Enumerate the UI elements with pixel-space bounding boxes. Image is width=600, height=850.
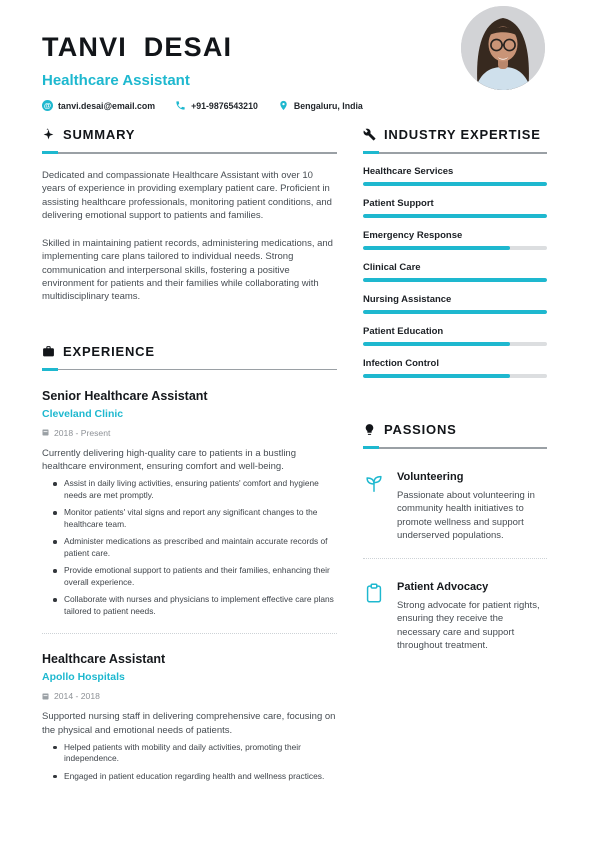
skill-label: Emergency Response [363,230,463,241]
passion-text: Strong advocate for patient rights, ensuring they receive the necessary care and support throughout treatment. [397,600,540,652]
skill-bar-fill [363,342,510,346]
passion-title: Volunteering [397,471,464,483]
skill-bar-fill [363,310,547,314]
job-dates [42,428,337,438]
job-bullets [42,478,337,617]
skill-bar-fill [363,278,547,282]
job-bullet: Administer medications as prescribed and maintain accurate records of patient care. [64,536,337,559]
passions-section [363,422,547,652]
skill-row [363,166,547,186]
passion-content [397,581,547,652]
skill-bar-track [363,374,547,378]
person-name: TANVI DESAI [42,32,233,62]
job-entry [42,389,337,618]
skill-row [363,326,547,346]
skill-label: Nursing Assistance [363,294,452,305]
summary-paragraph-1: Dedicated and compassionate Healthcare Assistant with over 10 years of experience in providing exemplary patient care. Proficient in assisting healthcare professionals, monitoring patient conditions, and delivering emotional support to patients and families. [42,170,332,221]
location-text: Bengaluru, India [293,100,363,111]
job-bullet: Assist in daily living activities, ensuring patients' comfort and hygiene needs are met promptly. [64,478,337,501]
job-bullet: Collaborate with nurses and physicians to implement effective care plans tailored to patient needs. [64,594,337,617]
resume-header [0,0,600,111]
contact-location[interactable] [278,100,363,111]
experience-rule [42,368,337,371]
skill-label: Clinical Care [363,262,421,273]
skill-label: Infection Control [363,358,439,369]
calendar-icon [42,429,49,436]
expertise-rule [363,151,547,154]
skill-label: Patient Education [363,326,444,337]
job-entry [42,652,337,782]
skill-label: Patient Support [363,198,434,209]
contact-email[interactable] [42,100,155,111]
experience-heading [42,344,337,359]
job-bullet: Helped patients with mobility and daily activities, promoting their independence. [64,742,337,765]
calendar-icon [42,693,49,700]
skill-row [363,262,547,282]
wrench-icon [363,128,376,141]
sprout-icon [363,472,385,494]
job-divider [42,633,337,634]
job-bullets [42,742,337,783]
skill-bar-fill [363,246,510,250]
summary-paragraph-2: Skilled in maintaining patient records, administering medications, and implementing care plans tailored to individual needs. Strong communication and interpersonal skills, fostering a positive environment for patients and their families while collaborating with multidisciplinary teams. [42,238,333,303]
job-intro: Supported nursing staff in delivering comprehensive care, focusing on the physical and emotional needs of patients. [42,711,336,736]
job-title: Healthcare Assistant [42,652,166,667]
expertise-heading [363,127,547,142]
passion-item [363,471,547,542]
job-intro: Currently delivering high-quality care to patients in a bustling healthcare environment, ensuring comfort and well-being. [42,447,296,472]
skill-label: Healthcare Services [363,166,454,177]
skill-bar-fill [363,182,547,186]
skill-bar-track [363,342,547,346]
passion-text: Passionate about volunteering in community health initiatives to promote wellness and support underserved populations. [397,490,535,541]
experience-heading-label: EXPERIENCE [63,343,155,359]
clipboard-icon [363,582,385,604]
skill-bar-fill [363,214,547,218]
location-pin-icon [278,100,289,111]
skill-row [363,294,547,314]
summary-heading-label: SUMMARY [63,127,136,142]
job-dates [42,691,337,701]
skill-bar-fill [363,374,510,378]
summary-section [42,127,337,304]
job-company[interactable]: Cleveland Clinic [42,407,124,420]
right-column [363,127,547,788]
job-dates-text: 2014 - 2018 [54,691,100,702]
job-bullet: Provide emotional support to patients and their families, enhancing their overall experience. [64,565,337,588]
passions-heading [363,422,547,437]
profile-photo [461,6,545,90]
sparkle-icon [42,128,55,141]
job-dates-text: 2018 - Present [54,427,111,438]
skill-row [363,230,547,250]
contact-row [42,100,545,111]
lightbulb-icon [363,423,376,436]
passion-title: Patient Advocacy [397,581,489,594]
skill-bar-track [363,214,547,218]
phone-text: +91-9876543210 [191,100,258,111]
passion-content [397,471,547,542]
job-title: Senior Healthcare Assistant [42,388,208,403]
skill-bar-track [363,278,547,282]
passion-item [363,581,547,652]
job-bullet: Engaged in patient education regarding health and wellness practices. [64,771,337,783]
summary-rule [42,151,337,154]
passion-divider [363,558,547,559]
contact-phone[interactable] [175,100,258,111]
passions-heading-label: PASSIONS [384,422,457,437]
summary-heading [42,127,337,142]
skill-row [363,358,547,378]
phone-icon [175,100,186,111]
email-text: tanvi.desai@email.com [58,100,156,111]
skill-bar-track [363,182,547,186]
skill-bar-track [363,246,547,250]
job-company[interactable]: Apollo Hospitals [42,671,125,684]
job-bullet: Monitor patients' vital signs and report any significant changes to the healthcare team. [64,507,337,530]
email-icon: @ [43,101,52,110]
expertise-heading-label: INDUSTRY EXPERTISE [384,127,541,142]
skill-row [363,198,547,218]
experience-section [42,344,337,783]
briefcase-icon [42,345,55,358]
person-job-title: Healthcare Assistant [42,72,190,89]
skill-bar-track [363,310,547,314]
profile-photo-illustration [461,6,545,90]
left-column [42,127,337,788]
passions-rule [363,446,547,449]
expertise-section [363,127,547,378]
